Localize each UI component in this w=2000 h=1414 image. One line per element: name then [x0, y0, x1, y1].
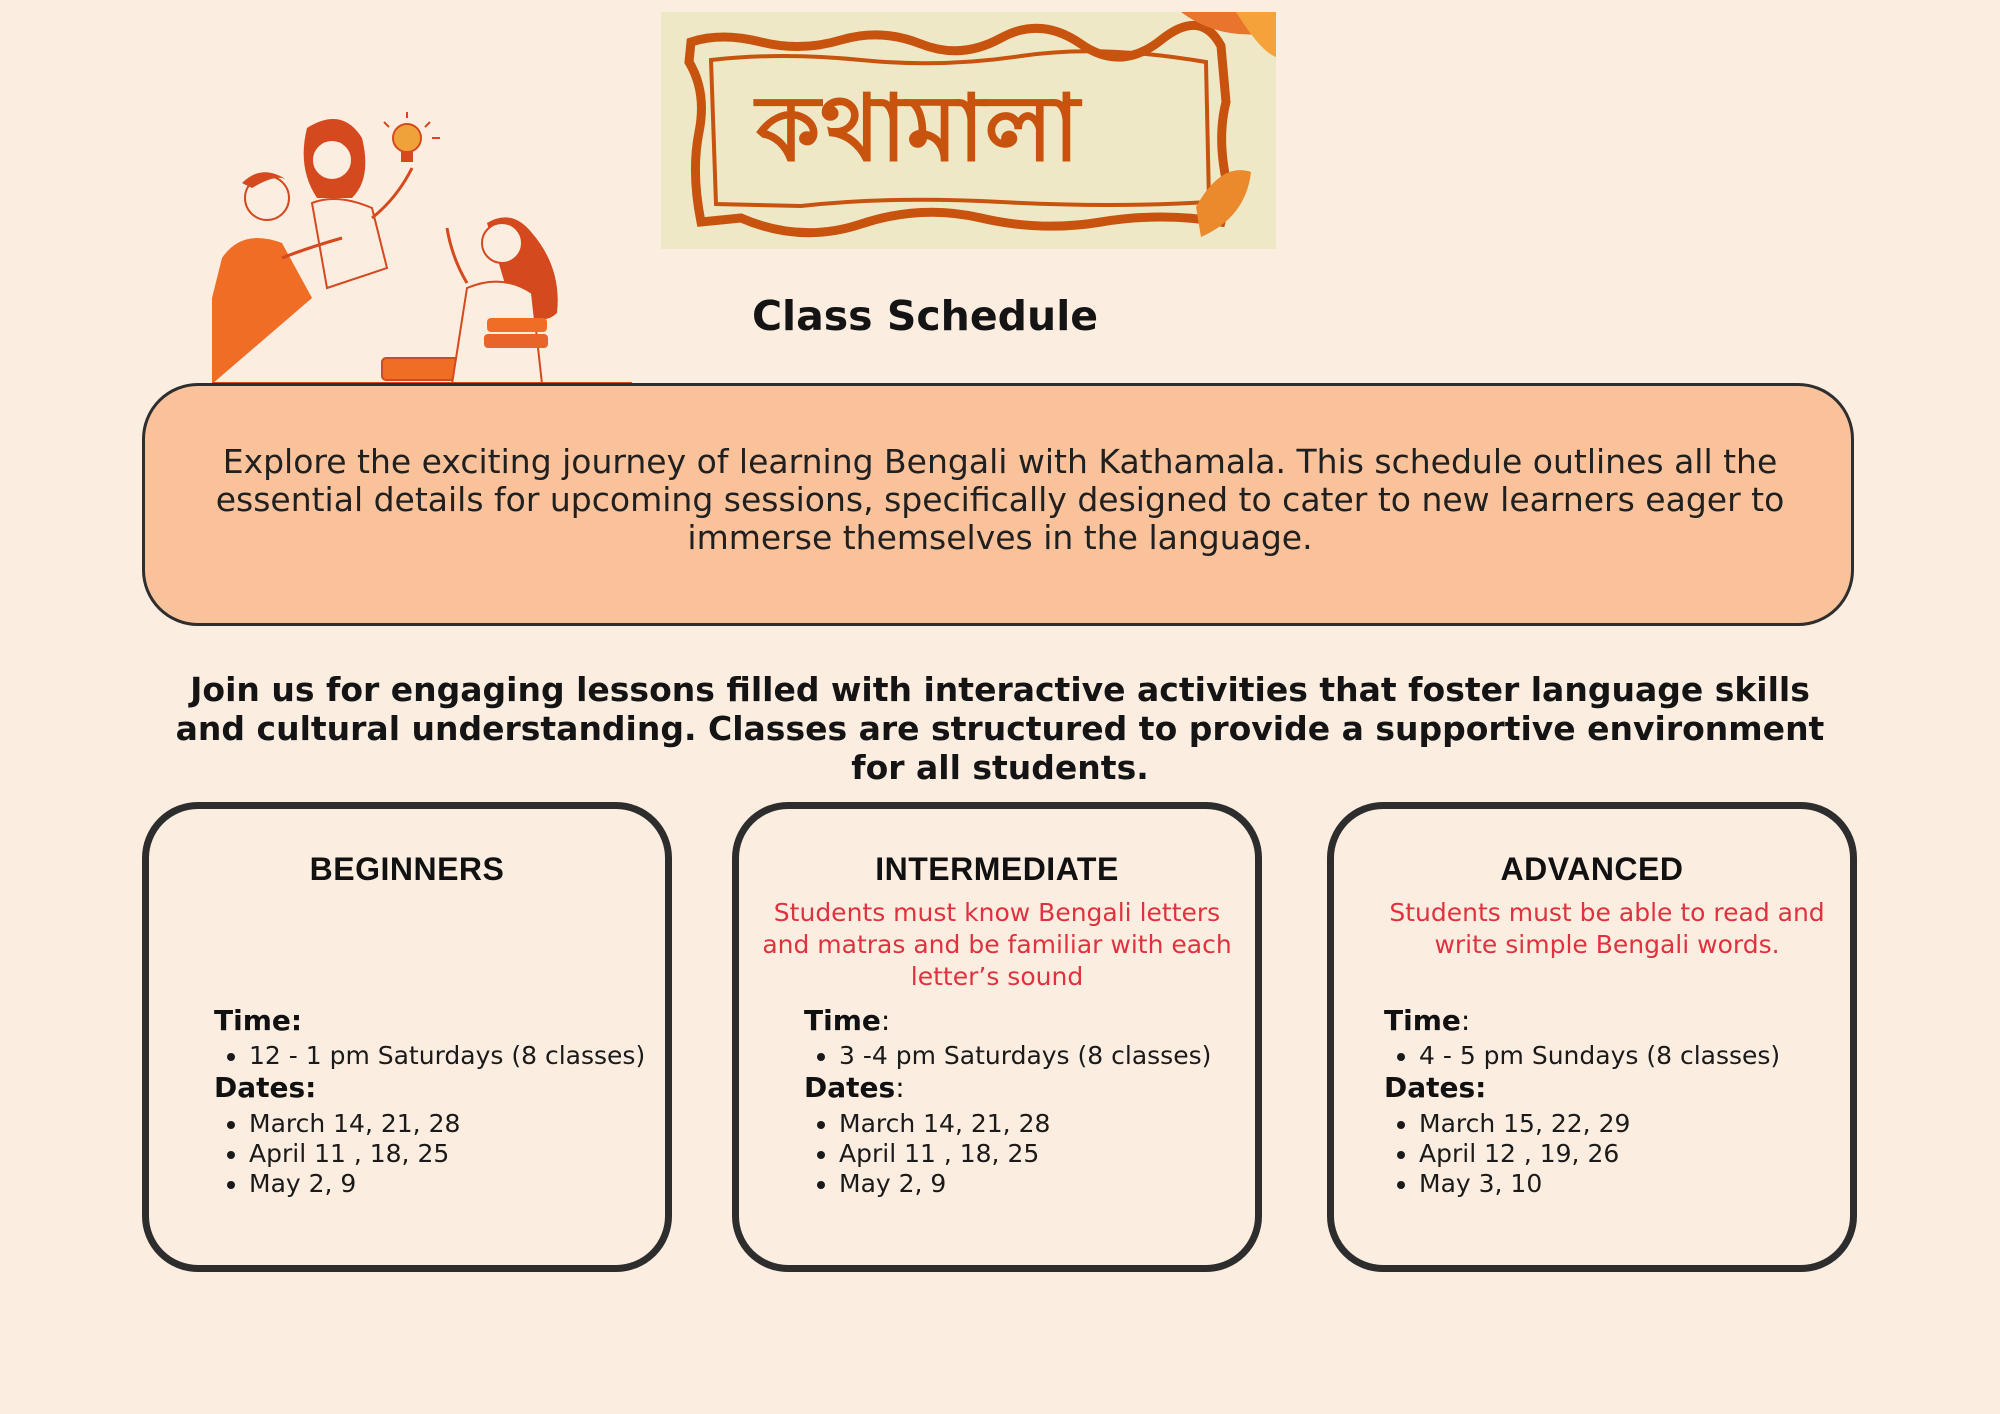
dates-list: [209, 1109, 460, 1199]
time-label-text: Time: [804, 1004, 881, 1037]
card-title: ADVANCED: [1500, 851, 1684, 887]
list-item: • April 11 , 18, 25: [249, 1139, 460, 1169]
card-beginners: [142, 802, 672, 1272]
card-title: INTERMEDIATE: [875, 851, 1119, 887]
card-title: BEGINNERS: [309, 851, 505, 887]
card-note: Students must be able to read and write simple Bengali words.: [1389, 898, 1825, 959]
intro-text: Explore the exciting journey of learning Bengali with Kathamala. This schedule outlines all the essential details for upcoming sessions, specifically designed to cater to new learners eager to immerse themselves in the language.: [215, 442, 1785, 557]
list-item: • 12 - 1 pm Saturdays (8 classes): [249, 1041, 645, 1071]
time-label: Time:: [214, 1004, 303, 1037]
time-label: Time:: [804, 1004, 891, 1037]
dates-list: [799, 1109, 1050, 1199]
time-label-text: Time: [1384, 1004, 1461, 1037]
list-item: • May 2, 9: [249, 1169, 460, 1199]
dates-label: Dates:: [804, 1071, 905, 1104]
list-item: • April 12 , 19, 26: [1419, 1139, 1630, 1169]
time-list: [209, 1041, 645, 1071]
dates-label: Dates:: [214, 1071, 317, 1104]
time-label: Time:: [1384, 1004, 1471, 1037]
dates-label-text: Dates: [804, 1071, 896, 1104]
join-text: Join us for engaging lessons filled with interactive activities that foster language skills and cultural understanding. Classes are structured to provide a supportive environment for all students.: [175, 670, 1825, 787]
list-item: • March 14, 21, 28: [839, 1109, 1050, 1139]
list-item: • April 11 , 18, 25: [839, 1139, 1050, 1169]
list-item: • March 14, 21, 28: [249, 1109, 460, 1139]
list-item: • March 15, 22, 29: [1419, 1109, 1630, 1139]
students-illustration: [212, 108, 632, 384]
card-advanced: [1327, 802, 1857, 1272]
card-intermediate: [732, 802, 1262, 1272]
time-list: [799, 1041, 1211, 1071]
kathamala-logo: [661, 12, 1276, 249]
page-title: Class Schedule: [751, 292, 1099, 340]
dates-list: [1379, 1109, 1630, 1199]
list-item: • May 2, 9: [839, 1169, 1050, 1199]
list-item: • 4 - 5 pm Sundays (8 classes): [1419, 1041, 1780, 1071]
card-note: Students must know Bengali letters and matras and be familiar with each letter’s sound: [762, 898, 1232, 991]
list-item: • May 3, 10: [1419, 1169, 1630, 1199]
lightbulb-icon: [384, 112, 440, 162]
logo-text: কথামালা: [756, 75, 1080, 182]
list-item: • 3 -4 pm Saturdays (8 classes): [839, 1041, 1211, 1071]
time-list: [1379, 1041, 1780, 1071]
dates-label: Dates:: [1384, 1071, 1487, 1104]
